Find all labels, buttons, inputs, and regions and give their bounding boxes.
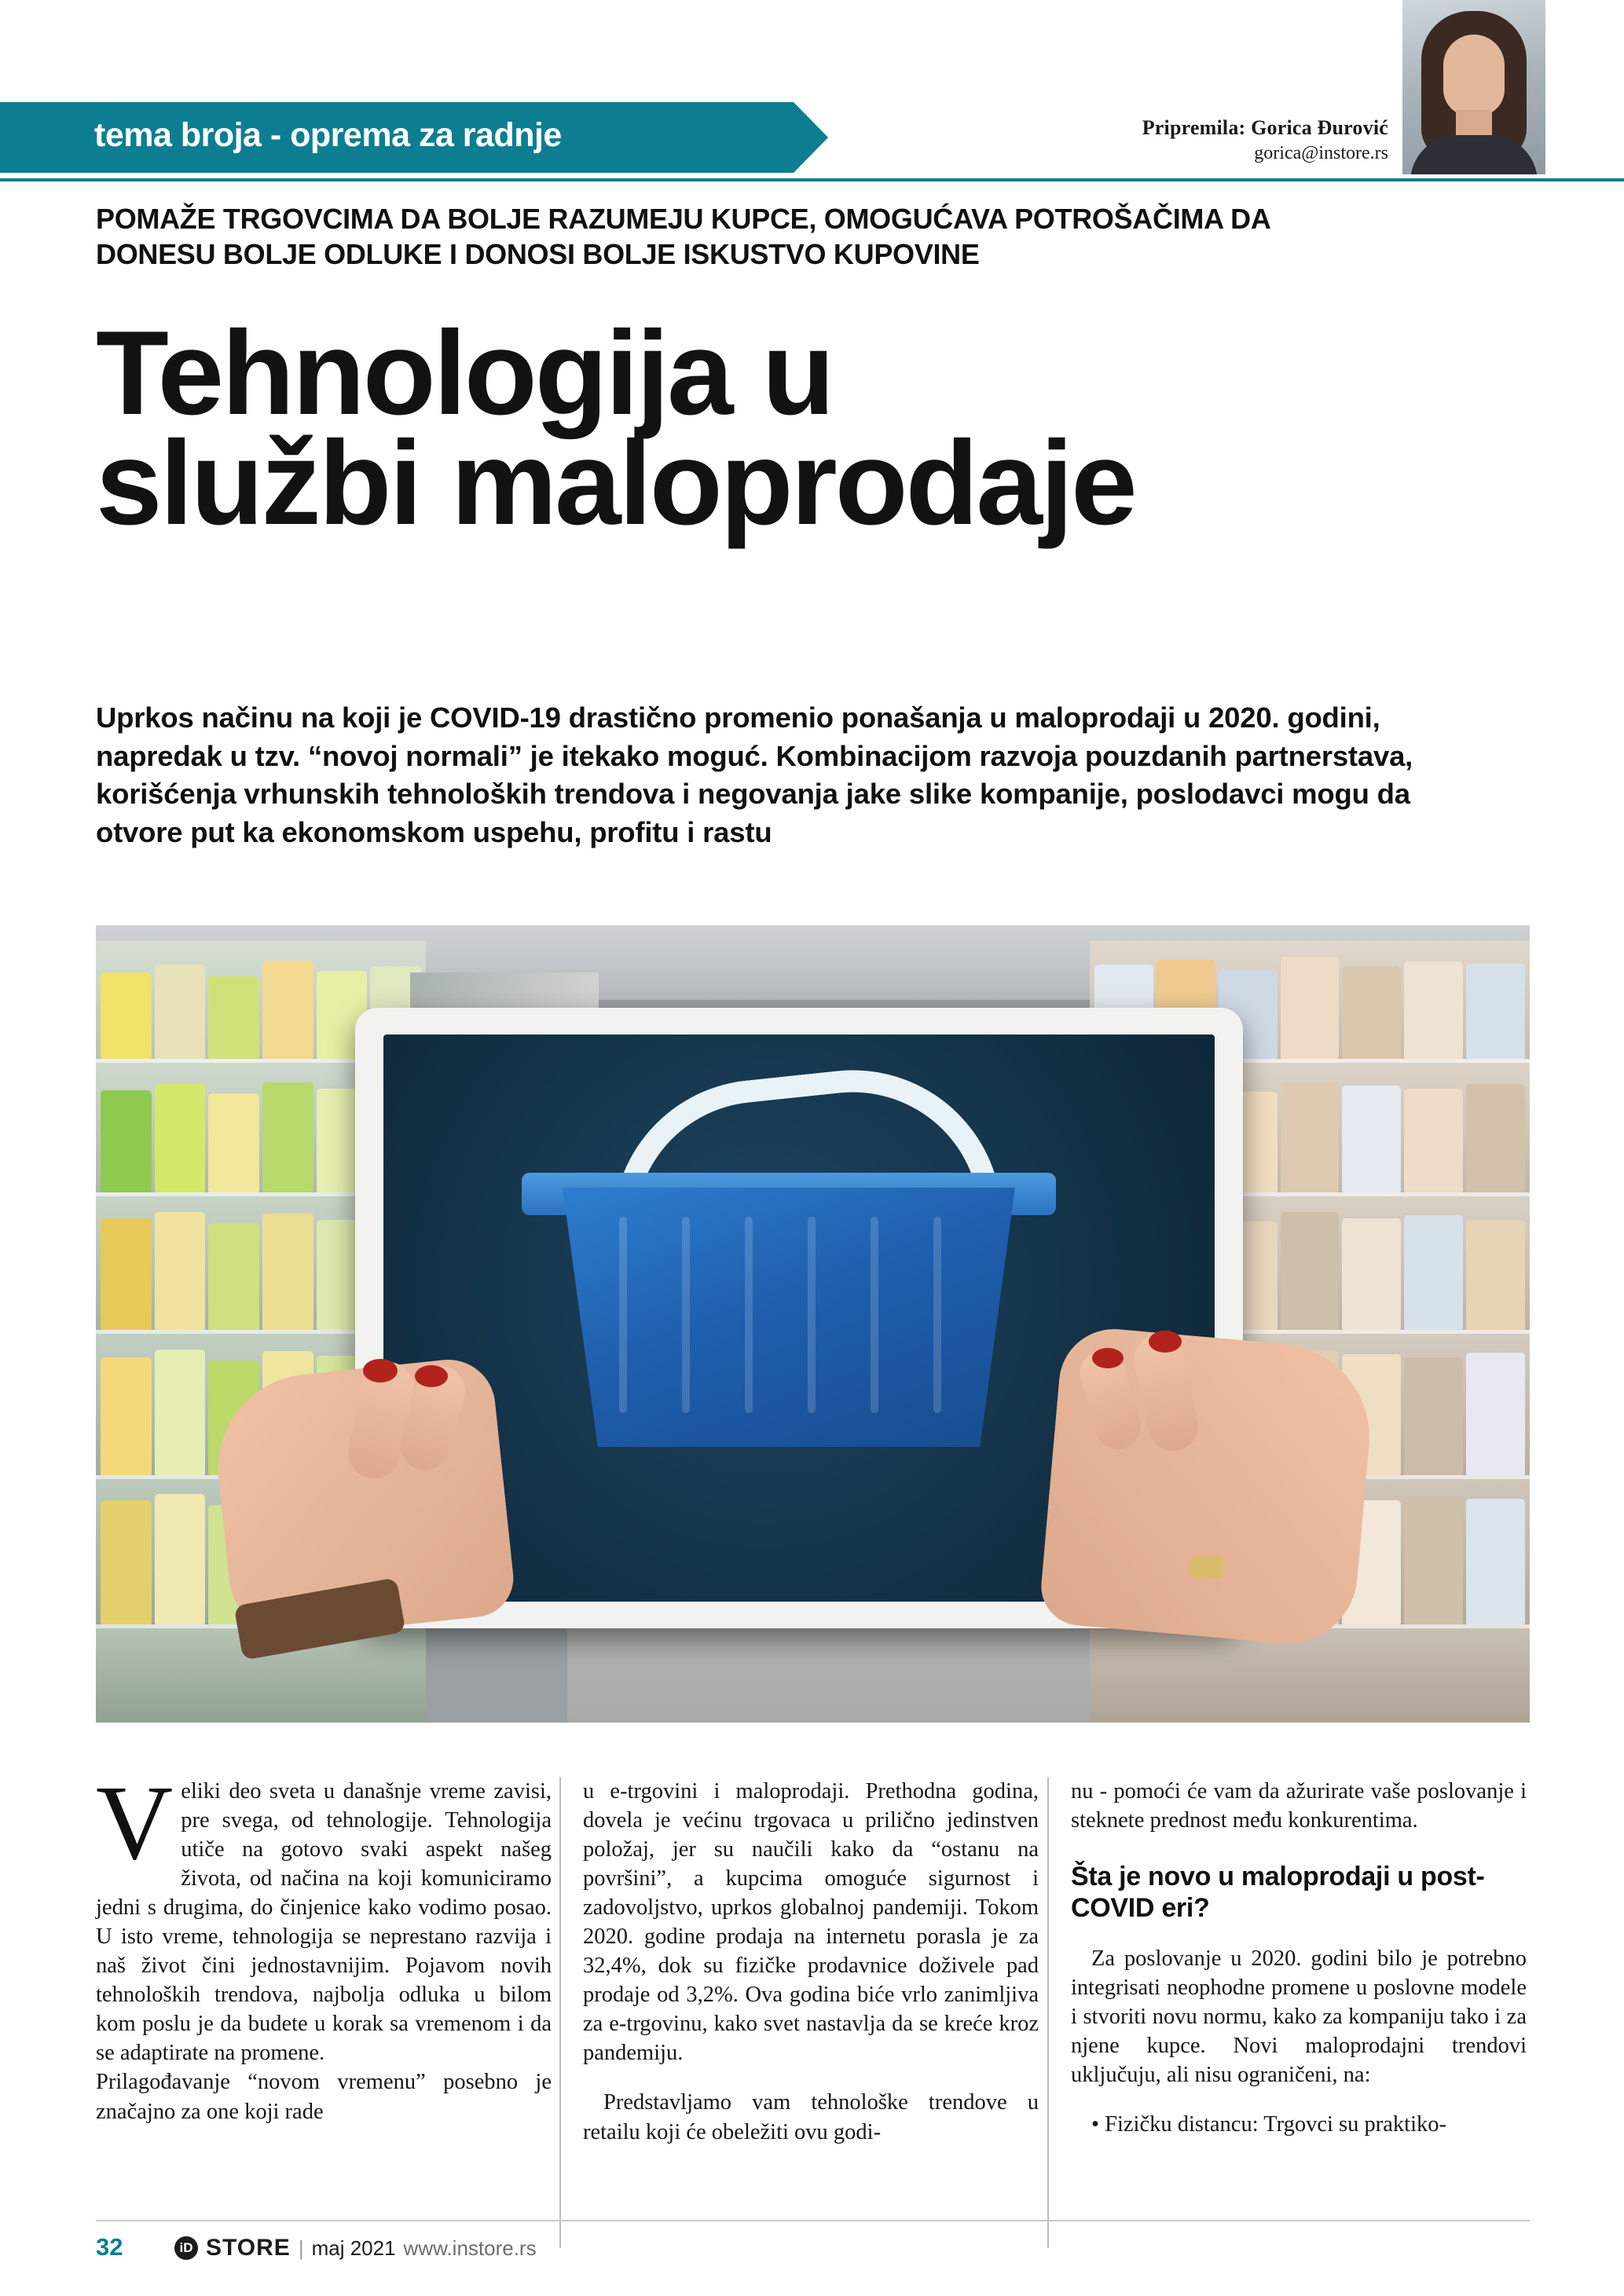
footer-divider bbox=[96, 2220, 1530, 2221]
page-title bbox=[96, 306, 1549, 550]
footer-separator: | bbox=[298, 2236, 304, 2260]
section-label-text: tema broja - oprema za radnje bbox=[94, 116, 562, 154]
byline-email: gorica@instore.rs bbox=[1254, 143, 1388, 163]
drop-cap: V bbox=[96, 1764, 174, 1882]
basket-slat bbox=[871, 1217, 878, 1413]
body-paragraph: nu - pomoći će vam da ažurirate vaše poslovanje i steknete prednost među konkurentima. bbox=[1071, 1779, 1527, 1833]
header-divider bbox=[0, 178, 1624, 181]
footer-brand bbox=[174, 2235, 537, 2261]
left-hand-nail bbox=[415, 1365, 448, 1387]
article-standfirst: Uprkos načinu na koji je COVID-19 drastično promenio ponašanja u maloprodaji u 2020. godini, napredak u tzv. “novoj normali” je itekako moguć. Kombinacijom razvoja pouzdanih partnerstava, korišćenja vrhunskih tehnoloških trendova i negovanja jake slike kompanije, poslodavci mogu da otvore put ka ekonomskom uspehu, profitu i rastu bbox=[96, 701, 1413, 848]
right-hand-nail bbox=[1149, 1331, 1182, 1353]
article-kicker: POMAŽE TRGOVCIMA DA BOLJE RAZUMEJU KUPCE, OMOGUĆAVA POTROŠAČIMA DA DONESU BOLJE ODLUKE I DONOSI BOLJE ISKUSTVO KUPOVINE bbox=[96, 203, 1270, 271]
basket-slat bbox=[619, 1217, 627, 1413]
instore-logo-icon: iD bbox=[174, 2236, 198, 2260]
body-paragraph: u e-trgovini i maloprodaji. Prethodna godina, dovela je većinu trgovaca u prilično jedinstven položaj, jer su naučili kako da “ostanu na površini”, a kupcima omoguće sigurnost i zadovoljstvo, uprkos globalnoj pandemiji. Tokom 2020. godine prodaja na internetu porasla je za 32,4%, dok su fizičke prodavnice doživele pad prodaje od 3,2%. Ova godina biće vrlo zanimljiva za e-trgovinu, kako svet nastavlja da se kreće kroz pandemiju. bbox=[583, 1779, 1039, 2066]
body-paragraph: Za poslovanje u 2020. godini bilo je potrebno integrisati neophodne promene u poslovne modele i stvoriti novu normu, kako za kompaniju tako i za njene kupce. Novi maloprodajni trendovi uključuju, ali nisu ograničeni, na: bbox=[1071, 1946, 1527, 2088]
column-divider bbox=[559, 1777, 561, 2248]
issue-date: maj 2021 bbox=[311, 2236, 396, 2260]
body-subheading: Šta je novo u maloprodaji u post-COVID eri? bbox=[1071, 1862, 1485, 1923]
body-paragraph: Predstavljamo vam tehnološke trendove u retailu koji će obeležiti ovu godi- bbox=[583, 2090, 1039, 2144]
author-photo bbox=[1402, 0, 1545, 174]
left-hand-nail bbox=[363, 1359, 398, 1382]
page-header bbox=[0, 0, 1624, 189]
body-column-3 bbox=[1071, 1777, 1527, 2139]
finger-ring bbox=[1190, 1556, 1223, 1578]
page-number: 32 bbox=[96, 2233, 123, 2261]
headline-line-2: službi maloprodaje bbox=[96, 416, 1135, 550]
website-url[interactable]: www.instore.rs bbox=[403, 2236, 537, 2260]
shopping-basket-icon bbox=[537, 1188, 1040, 1447]
byline bbox=[1142, 116, 1388, 164]
author-photo-face bbox=[1443, 35, 1505, 116]
basket-slat bbox=[682, 1217, 690, 1413]
basket-slat bbox=[745, 1217, 753, 1413]
body-paragraph: Prilagođavanje “novom vremenu” posebno je značajno za one koji rade bbox=[96, 2070, 552, 2124]
basket-slat bbox=[933, 1217, 941, 1413]
byline-author: Pripremila: Gorica Đurović bbox=[1142, 116, 1388, 139]
brand-name: STORE bbox=[206, 2235, 291, 2261]
body-paragraph: eliki deo sveta u današnje vreme zavisi, pre svega, od tehnologije. Tehnologija utiče na gotovo svaki aspekt našeg života, od načina na koji komuniciramo jedni s drugima, do činjenice kako vodimo posao. U isto vreme, tehnologija se neprestano razvija i naš život čini jednostavnijim. Pojavom novih tehnoloških trendova, najbolja odluka u bilom kom poslu je da budete u korak sa vremenom i da se adaptirate na promene. bbox=[96, 1779, 552, 2066]
article-photo bbox=[96, 925, 1530, 1723]
body-column-2 bbox=[583, 1777, 1039, 2147]
column-divider bbox=[1047, 1777, 1049, 2248]
body-paragraph-bullet: • Fizičku distancu: Trgovci su praktiko- bbox=[1091, 2112, 1446, 2137]
basket-slat bbox=[808, 1217, 816, 1413]
body-column-1 bbox=[96, 1764, 552, 2126]
headline-line-1: Tehnologija u bbox=[96, 306, 833, 440]
right-hand-nail bbox=[1092, 1348, 1124, 1368]
